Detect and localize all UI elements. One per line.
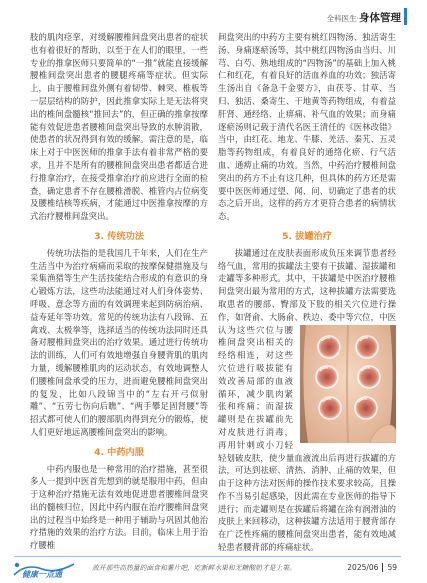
issue-date: 2025/06 — [347, 563, 379, 572]
cup — [358, 366, 380, 388]
section-3-body: 传统功法指的是我国几千年来，人们在生产生活当中为治疗病痛而采取的按摩保健措施及与采集渔猎等生产生活技能结合形成的有意识的身心锻炼方法，这些功法能通过对人们身体姿势、呼吸、意念等方面的有效调理来起到防病治病、益寿延年等功效。常见的传统功法有八段锦、五禽戏、太极拳等，选择适当的传统功法同时还具备对腰椎间盘突出的治疗效果。通过进行传统功法的训练，人们可有效地增强自身腰背肌的肌肉力量，缓解腰椎肌肉的运动状态，有效地调整人们腰椎间盘承受的压力，进而避免腰椎间盘突出的复发，比如八段锦当中的“左右开弓似射雕”、“五劳七伤向后瞧”、“两手攀足固肾腰”等招式都可使人们的腰部肌肉得到充分的锻炼，使人们更好地远离腰椎间盘突出的影响。 — [30, 247, 208, 437]
logo-text: 健康一点通 — [22, 570, 62, 579]
cup — [316, 366, 338, 388]
section-5-paragraph — [218, 247, 396, 554]
cupping-photo — [300, 325, 396, 443]
header-section-title: 身体管理 — [359, 12, 401, 24]
cup — [356, 336, 378, 358]
magazine-logo — [12, 559, 76, 579]
section-3-heading: 3. 传统功法 — [94, 230, 144, 242]
spine-shadow — [347, 325, 348, 443]
section-5-heading: 5. 拔罐治疗 — [282, 230, 332, 242]
page-header — [327, 9, 401, 25]
right-column — [218, 31, 396, 554]
cup — [318, 336, 340, 358]
header-section-prefix: 全科医生· — [326, 14, 359, 23]
header-accent-bar — [404, 8, 407, 25]
intro-paragraph: 肢的肌肉痉挛，对缓解腰椎间盘突出患者的症状也有着很好的帮助，以至于在人们的眼里，一些专业的推拿医师只要简单的“一推”就能直接缓解腰椎间盘突出患者的腰腿疼痛等症状。但实际上，由于腰椎间盘外侧有着韧带、棘突、椎板等一层层结构的防护，因此推拿实际上是无法将突出的椎间盘髓核“推回去”的，但正确的推拿按摩能有效促进患者腰椎间盘突出导致的水肿消散，使患者的状况得到有效的缓解。需注意的是，临床上对于中医医师的推拿手法有着非常严格的要求，且并不是所有的腰椎间盘突出患者都适合进行推拿治疗，在接受推拿治疗前应进行全面的检查，确定患者不存在腰椎滑脱、椎管内占位病变及腰椎结核等疾病，才能通过中医推拿按摩的方式治疗腰椎间盘突出。 — [30, 32, 208, 222]
page-number: 59 — [387, 563, 397, 572]
left-column — [30, 31, 208, 552]
section-4-body: 中药内服也是一种常用的治疗措施，甚至很多人一提到中医首先想到的就是服用中药，但由于这种治疗措施无法有效地促进患者腰椎间盘突出的髓核归位，因此中药内服在治疗腰椎间盘突出的过程当中始终是一种用于辅助与巩固其他治疗措施的效果的治疗方法。目前，临床上用于治疗腰椎 — [30, 463, 208, 551]
cup — [319, 397, 341, 419]
section-5-body: 拔罐通过在皮肤表面形成负压来调节患者经络气血，常用的拔罐法主要有干拔罐、湿拔罐和走罐等多种形式。其中，干拔罐是中医治疗腰椎间盘突出最为常用的方式，这种拔罐方法需要选取患者的腰部、臀部及下肢的相关穴位进行操作，如肾俞、大肠俞、秩边、委中等穴位，中医认为这些穴位与腰椎间盘突出相关的经络相连，对这些穴位进行吸拔能有效改善局部的血液循环，减少肌肉紧张和疼痛；而湿拔罐则是在拔罐前先对皮肤进行消毒，再用针刺或小刀轻轻划破皮肤，使少量血液流出后再进行拔罐的方法，可达到祛瘀、清热、消肿、止痛的效果，但由于这种方法对医师的操作技术要求较高，且操作不当易引起感染，因此需在专业医师的指导下进行；而走罐则是在拔罐后将罐在涂有润滑油的皮肤上来回移动，这种拔罐方法适用于腰背部存在广泛性疼痛的腰椎间盘突出患者，能有效地减轻患者腰背部的疼痛症状。 — [218, 247, 396, 553]
footer-divider — [14, 556, 401, 557]
logo-dot — [15, 563, 19, 567]
issue-info — [347, 562, 397, 573]
issue-separator — [382, 563, 383, 572]
continued-paragraph: 间盘突出的中药方主要有桃红四物汤、独活寄生汤、身痛逐瘀汤等，其中桃红四物汤由当归、川芎、白芍、熟地组成的“四物汤”的基础上加入桃仁和红花，有着良好的活血养血的功效；独活寄生汤出自《备急千金要方》，由茯苓、甘草、当归、独活、桑寄生、干地黄等药物组成，有着益肝肾、通经络、止痹痛、补气血的效果；而身痛逐瘀汤则记载于清代名医王清任的《医林改错》当中，由红花、地龙、牛膝、羌活、秦艽、五灵脂等药物组成，有着良好的通络化瘀、行气活血、通痹止痛的功效。当然，中药治疗腰椎间盘突出的药方不止有这几种，但具体的药方还是需要中医医师通过望、闻、问、切确定了患者的状态之后开出，这样的药方才更符合患者的病情状态。 — [218, 32, 396, 222]
section-4-heading: 4. 中药内服 — [94, 446, 144, 458]
footer-tagline: 放开那些高热量的面食和薯片吧，吃新鲜水果和无糖酸奶才是上策。 — [92, 564, 296, 572]
cup — [355, 397, 377, 419]
